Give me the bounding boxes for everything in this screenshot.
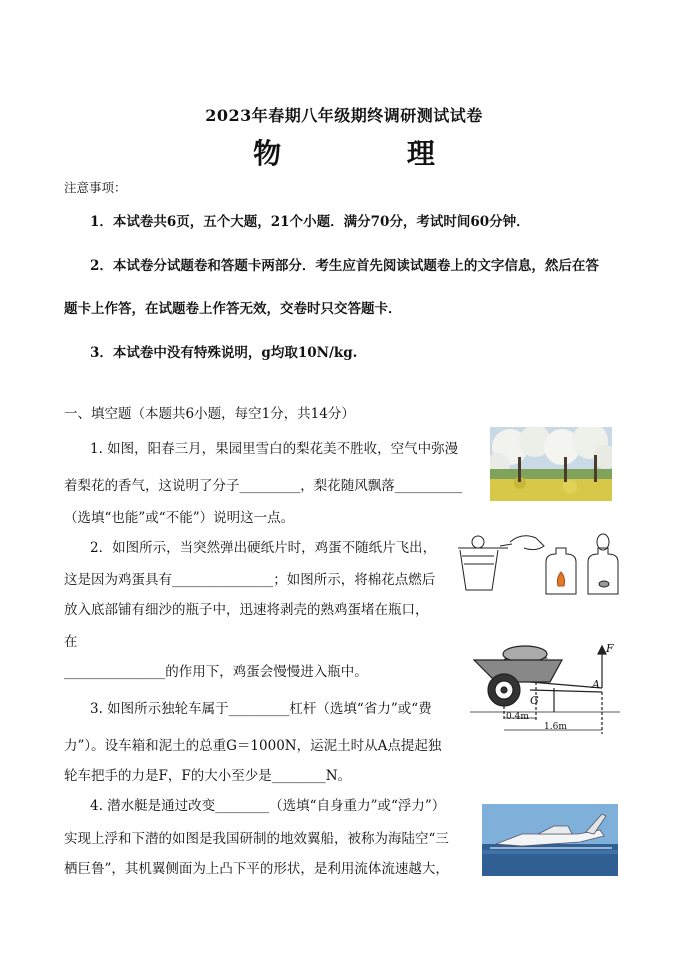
exam-title: 2023年春期八年级期终调研测试试卷	[205, 106, 483, 125]
notice-item-2-line-2: 题卡上作答，在试题卷上作答无效，交卷时只交答题卡．	[64, 301, 402, 317]
notice-item-1: 1．本试卷共6页，五个大题，21个小题．满分70分，考试时间60分钟．	[90, 214, 530, 230]
q1-line-1: 1. 如图，阳春三月，果园里雪白的梨花美不胜收，空气中弥漫	[90, 441, 459, 457]
q3-line-2: 力”）。设车箱和泥土的总重G＝1000N，运泥土时从A点提起独	[64, 738, 442, 754]
force-label: F	[606, 642, 614, 655]
wheelbarrow-lever-figure	[470, 640, 620, 740]
notice-item-3: 3．本试卷中没有特殊说明，g均取10N/kg.	[90, 345, 358, 361]
q4-line-1: 4. 潜水艇是通过改变________（选填“自身重力”或“浮力”）	[90, 798, 446, 814]
egg-inertia-figure	[452, 528, 622, 598]
weight-label: G	[530, 694, 539, 707]
point-a-label: A	[592, 678, 600, 691]
subject-title: 物 理	[253, 137, 493, 170]
q1-line-3: （选填“也能”或“不能”）说明这一点。	[64, 510, 295, 526]
q3-line-3: 轮车把手的力是F，F的大小至少是________N。	[64, 768, 352, 784]
q4-line-3: 栖巨鲁”，其机翼侧面为上凸下平的形状，是利用流体流速越大，	[64, 861, 449, 877]
q2-line-2: 这是因为鸡蛋具有_______________；如图所示，将棉花点燃后	[64, 572, 436, 588]
notice-heading: 注意事项：	[64, 180, 127, 195]
short-arm-label: 0.4m	[506, 712, 529, 722]
q3-line-1: 3. 如图所示独轮车属于_________杠杆（选填“省力”或“费	[90, 701, 432, 717]
q2-line-3: 放入底部铺有细沙的瓶子中，迅速将剥壳的熟鸡蛋堵在瓶口，	[64, 602, 429, 618]
q2-line-5: _______________的作用下，鸡蛋会慢慢进入瓶中。	[64, 664, 368, 680]
long-arm-label: 1.6m	[544, 722, 567, 732]
ground-effect-ship-photo	[482, 804, 618, 876]
section-heading: 一、填空题（本题共6小题，每空1分，共14分）	[64, 406, 355, 422]
pear-blossom-photo	[490, 427, 612, 501]
q1-line-2: 着梨花的香气，这说明了分子_________，梨花随风飘落__________	[64, 478, 463, 494]
q4-line-2: 实现上浮和下潜的如图是我国研制的地效翼船，被称为海陆空“三	[64, 831, 449, 847]
q2-line-1: 2．如图所示，当突然弹出硬纸片时，鸡蛋不随纸片飞出，	[90, 540, 437, 556]
notice-item-2-line-1: 2．本试卷分试题卷和答题卡两部分．考生应首先阅读试题卷上的文字信息，然后在答	[90, 258, 599, 274]
q2-line-4: 在	[64, 634, 78, 650]
